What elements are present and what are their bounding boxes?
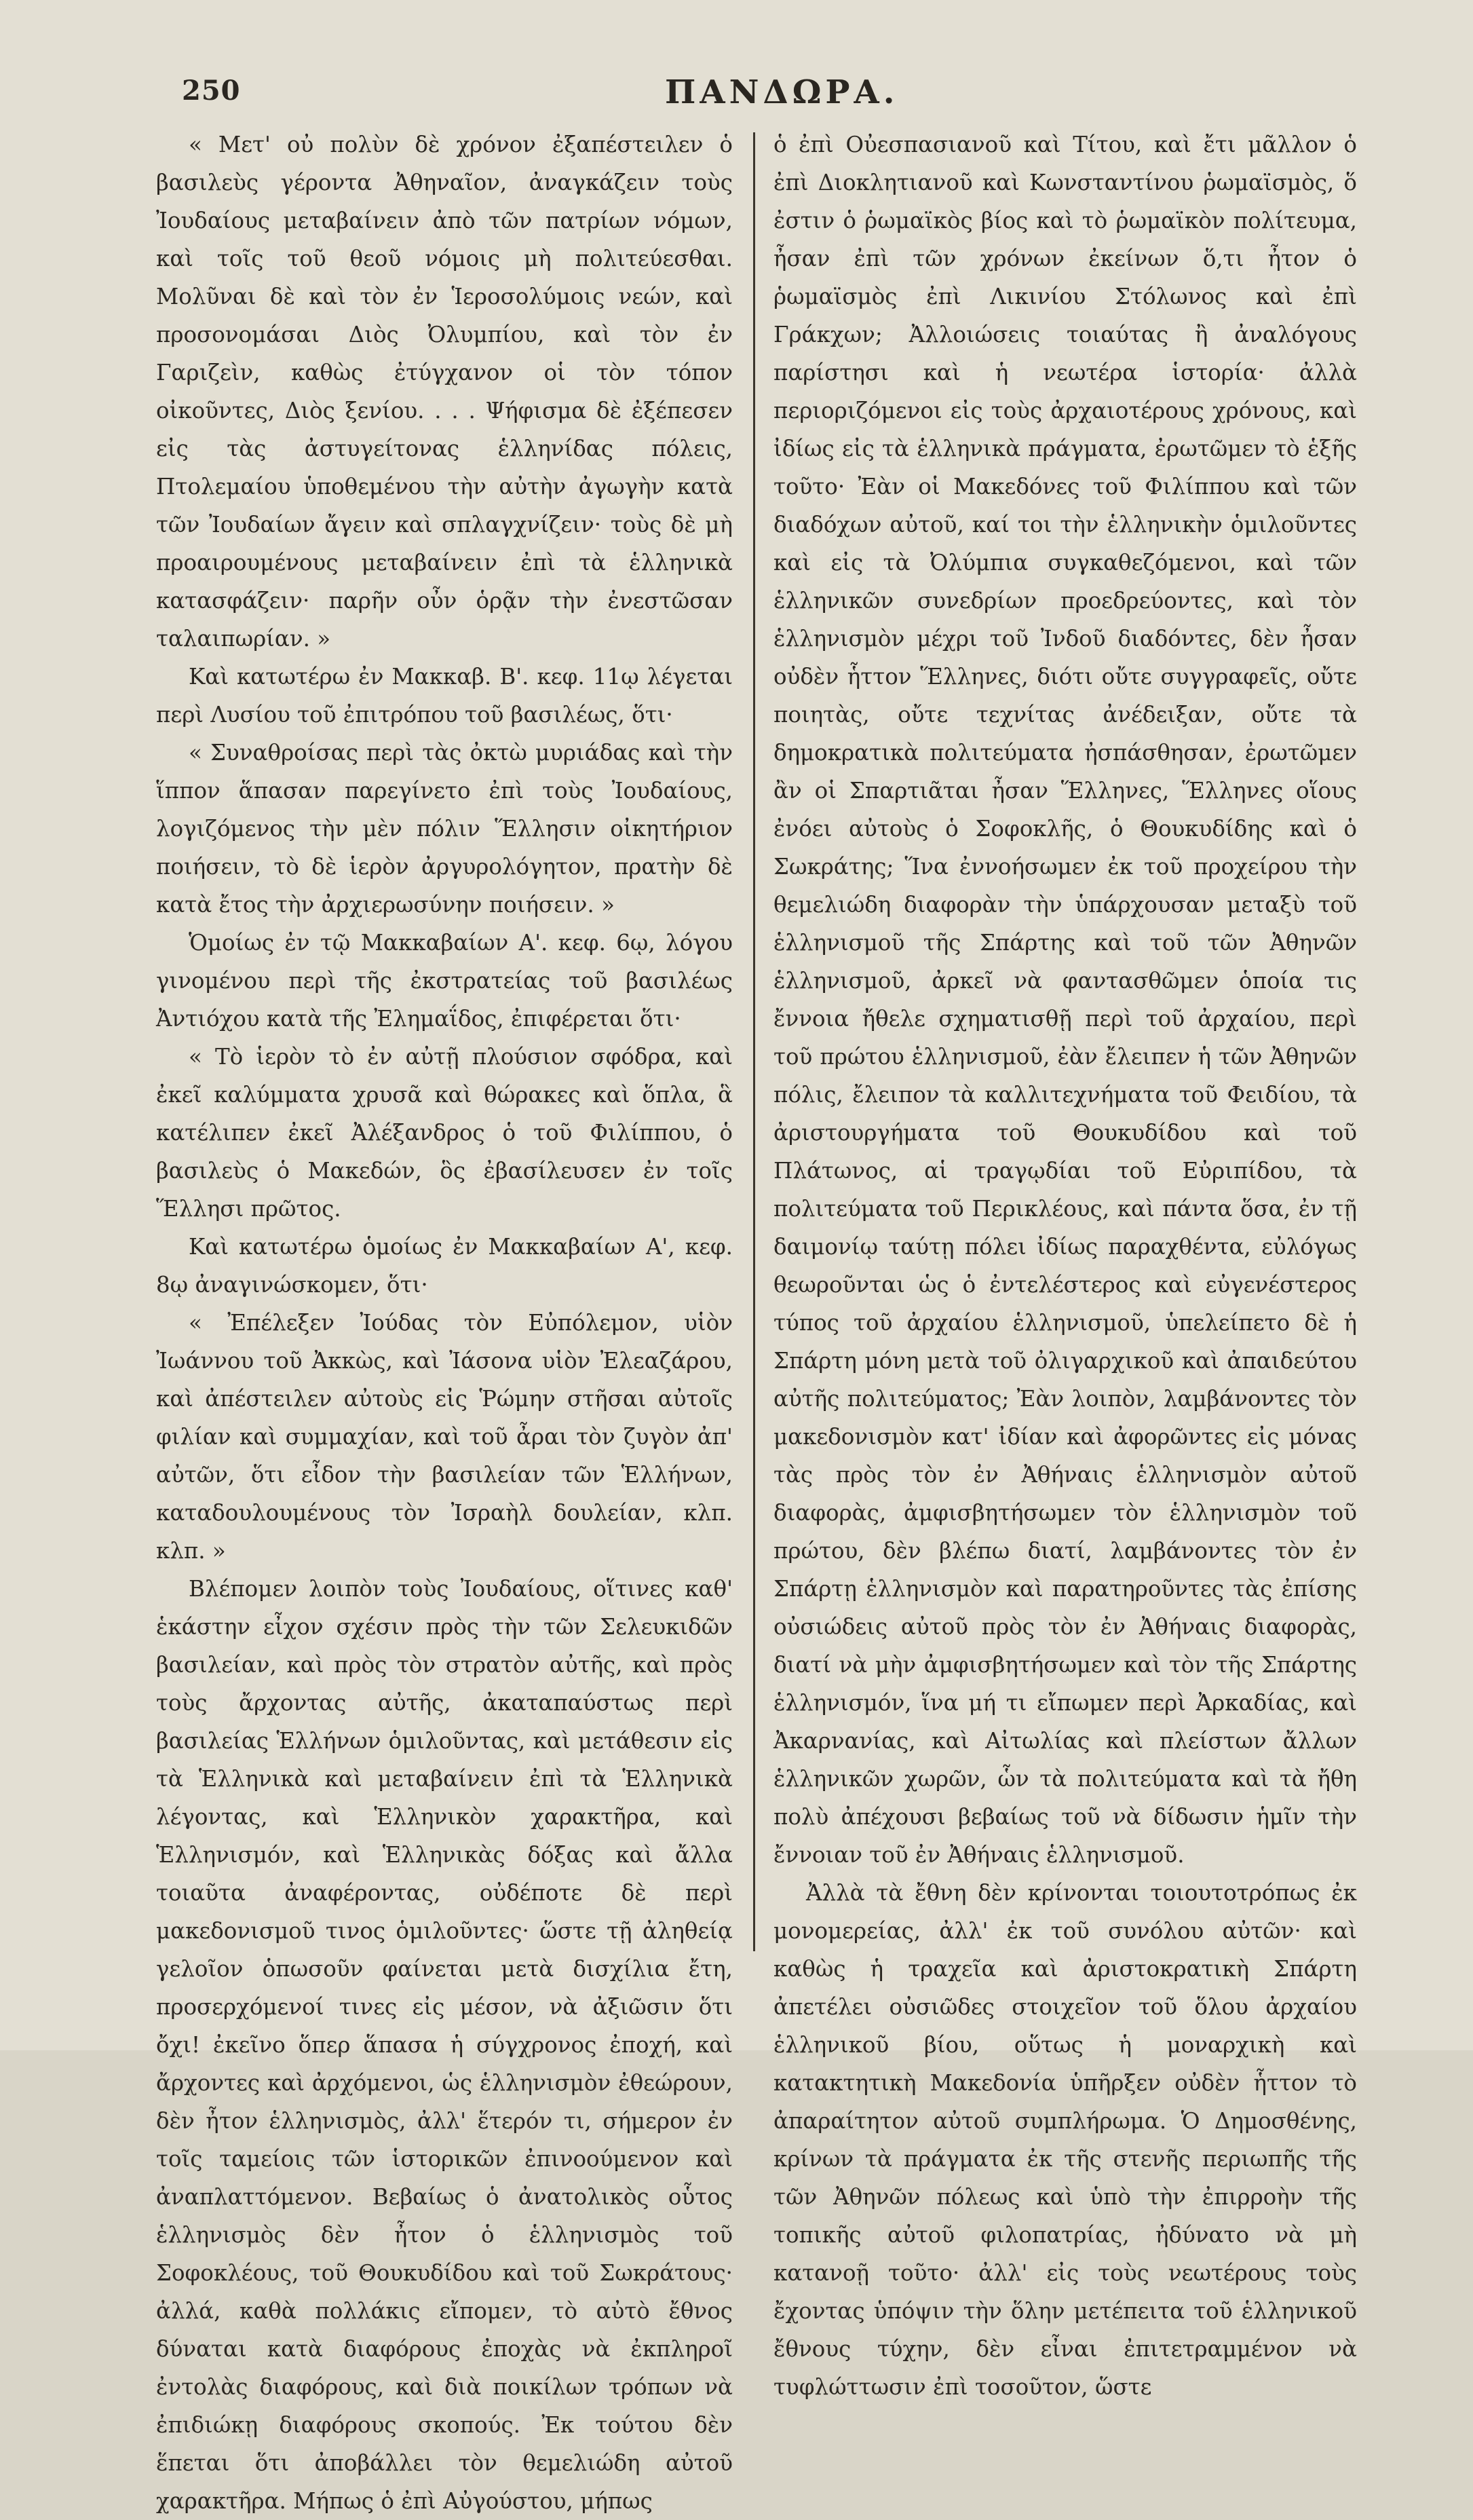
paragraph: Βλέπομεν λοιπὸν τοὺς Ἰουδαίους, οἵτινες καθ' ἑκάστην εἶχον σχέσιν πρὸς τὴν τῶν Σελευκιδῶν βασιλείαν, καὶ πρὸς τὸν στρατὸν αὐτῆς, καὶ πρὸς τοὺς ἄρχοντας αὐτῆς, ἀκαταπαύστως περὶ βασιλείας Ἑλλήνων ὁμιλοῦντας, καὶ μετάθεσιν εἰς τὰ Ἑλληνικὰ καὶ μεταβαίνειν ἐπὶ τὰ Ἑλληνικὰ λέγοντας, καὶ Ἑλληνικὸν χαρακτῆρα, καὶ Ἑλληνισμόν, καὶ Ἑλληνικὰς δόξας καὶ ἄλλα τοιαῦτα ἀναφέροντας, οὐδέποτε δὲ περὶ μακεδονισμοῦ τινος ὁμιλοῦντες· ὥστε τῇ ἀληθείᾳ γελοῖον ὁπωσοῦν φαίνεται μετὰ δισχίλια ἔτη, προσερχόμενοί τινες εἰς μέσον, νὰ ἀξιῶσιν ὅτι ὄχι! ἐκεῖνο ὅπερ ἅπασα ἡ σύγχρονος ἐποχή, καὶ ἄρχοντες καὶ ἀρχόμενοι, ὡς ἑλληνισμὸν ἐθεώρουν, δὲν ἦτον ἑλληνισμὸς, ἀλλ' ἕτερόν τι, σήμερον ἐν τοῖς ταμείοις τῶν ἱστορικῶν ἐπινοούμενον καὶ ἀναπλαττόμενον. Βεβαίως ὁ ἀνατολικὸς οὗτος ἑλληνισμὸς δὲν ἦτον ὁ ἑλληνισμὸς τοῦ Σοφοκλέους, τοῦ Θουκυδίδου καὶ τοῦ Σωκράτους· ἀλλά, καθὰ πολλάκις εἴπομεν, τὸ αὐτὸ ἔθνος δύναται κατὰ διαφόρους ἐποχὰς νὰ ἐκπληροῖ ἐντολὰς διαφόρους, καὶ διὰ ποικίλων τρόπων νὰ ἐπιδιώκῃ διαφόρους σκοπούς. Ἐκ τούτου δὲν ἕπεται ὅτι ἀποβάλλει τὸν θεμελιώδη αὐτοῦ χαρακτῆρα. Μήπως ὁ ἐπὶ Αὐγούστου, μήπως <box>156 1576 733 2514</box>
running-title: ΠΑΝΔΩΡΑ. <box>665 73 899 111</box>
paragraph: Καὶ κατωτέρω ὁμοίως ἐν Μακκαβαίων Α', κεφ. 8ῳ ἀναγινώσκομεν, ὅτι· <box>156 1234 733 1298</box>
paragraph: « Μετ' οὐ πολὺν δὲ χρόνον ἐξαπέστειλεν ὁ βασιλεὺς γέροντα Ἀθηναῖον, ἀναγκάζειν τοὺς Ἰουδαίους μεταβαίνειν ἀπὸ τῶν πατρίων νόμων, καὶ τοῖς τοῦ θεοῦ νόμοις μὴ πολιτεύεσθαι. Μολῦναι δὲ καὶ τὸν ἐν Ἱεροσολύμοις νεών, καὶ προσονομάσαι Διὸς Ὀλυμπίου, καὶ τὸν ἐν Γαριζεὶν, καθὼς ἐτύγχανον οἱ τὸν τόπον οἰκοῦντες, Διὸς ξενίου. . . . Ψήφισμα δὲ ἐξέπεσεν εἰς τὰς ἀστυγείτονας ἑλληνίδας πόλεις, Πτολεμαίου ὑποθεμένου τὴν αὐτὴν ἀγωγὴν κατὰ τῶν Ἰουδαίων ἄγειν καὶ σπλαγχνίζειν· τοὺς δὲ μὴ προαιρουμένους μεταβαίνειν ἐπὶ τὰ ἑλληνικὰ κατασφάζειν· παρῆν οὖν ὁρᾷν τὴν ἐνεστῶσαν ταλαιπωρίαν. » <box>156 132 733 652</box>
paragraph: « Ἐπέλεξεν Ἰούδας τὸν Εὐπόλεμον, υἱὸν Ἰωάννου τοῦ Ἀκκὼς, καὶ Ἰάσονα υἱὸν Ἐλεαζάρου, καὶ ἀπέστειλεν αὐτοὺς εἰς Ῥώμην στῆσαι αὐτοῖς φιλίαν καὶ συμμαχίαν, καὶ τοῦ ἆραι τὸν ζυγὸν ἀπ' αὐτῶν, ὅτι εἶδον τὴν βασιλείαν τῶν Ἑλλήνων, καταδουλουμένους τὸν Ἰσραὴλ δουλείαν, κλπ. κλπ. » <box>156 1310 733 1564</box>
paragraph: « Συναθροίσας περὶ τὰς ὀκτὼ μυριάδας καὶ τὴν ἵππον ἅπασαν παρεγίνετο ἐπὶ τοὺς Ἰουδαίους, λογιζόμενος τὴν μὲν πόλιν Ἕλλησιν οἰκητήριον ποιήσειν, τὸ δὲ ἱερὸν ἀργυρολόγητον, πρατὴν δὲ κατὰ ἔτος τὴν ἀρχιερωσύνην ποιήσειν. » <box>156 740 733 918</box>
column-divider <box>753 132 755 1951</box>
right-column <box>773 126 1357 2406</box>
left-column <box>156 126 733 2520</box>
paragraph: Ἀλλὰ τὰ ἔθνη δὲν κρίνονται τοιουτοτρόπως ἐκ μονομερείας, ἀλλ' ἐκ τοῦ συνόλου αὐτῶν· καὶ καθὼς ἡ τραχεῖα καὶ ἀριστοκρατικὴ Σπάρτη ἀπετέλει οὐσιῶδες στοιχεῖον τοῦ ὅλου ἀρχαίου ἑλληνικοῦ βίου, οὕτως ἡ μοναρχικὴ καὶ κατακτητικὴ Μακεδονία ὑπῆρξεν οὐδὲν ἧττον τὸ ἀπαραίτητον αὐτοῦ συμπλήρωμα. Ὁ Δημοσθένης, κρίνων τὰ πράγματα ἐκ τῆς στενῆς περιωπῆς τῆς τῶν Ἀθηνῶν πόλεως καὶ ὑπὸ τὴν ἐπιρροὴν τῆς τοπικῆς αὐτοῦ φιλοπατρίας, ἠδύνατο νὰ μὴ κατανοῇ τοῦτο· ἀλλ' εἰς τοὺς νεωτέρους τοὺς ἔχοντας ὑπόψιν τὴν ὅλην μετέπειτα τοῦ ἑλληνικοῦ ἔθνους τύχην, δὲν εἶναι ἐπιτετραμμένον νὰ τυφλώττωσιν ἐπὶ τοσοῦτον, ὥστε <box>773 1880 1357 2400</box>
paragraph: Ὁμοίως ἐν τῷ Μακκαβαίων Α'. κεφ. 6ῳ, λόγου γινομένου περὶ τῆς ἐκστρατείας τοῦ βασιλέως Ἀντιόχου κατὰ τῆς Ἐλημαΐδος, ἐπιφέρεται ὅτι· <box>156 930 733 1032</box>
paragraph: ὁ ἐπὶ Οὐεσπασιανοῦ καὶ Τίτου, καὶ ἔτι μᾶλλον ὁ ἐπὶ Διοκλητιανοῦ καὶ Κωνσταντίνου ῥωμαϊσμὸς, ὅ ἐστιν ὁ ῥωμαϊκὸς βίος καὶ τὸ ῥωμαϊκὸν πολίτευμα, ἦσαν ἐπὶ τῶν χρόνων ἐκείνων ὅ,τι ἦτον ὁ ῥωμαϊσμὸς ἐπὶ Λικινίου Στόλωνος καὶ ἐπὶ Γράκχων; Ἀλλοιώσεις τοιαύτας ἢ ἀναλόγους παρίστησι καὶ ἡ νεωτέρα ἱστορία· ἀλλὰ περιοριζόμενοι εἰς τοὺς ἀρχαιοτέρους χρόνους, καὶ ἰδίως εἰς τὰ ἑλληνικὰ πράγματα, ἐρωτῶμεν τὸ ἑξῆς τοῦτο· Ἐὰν οἱ Μακεδόνες τοῦ Φιλίππου καὶ τῶν διαδόχων αὐτοῦ, καί τοι τὴν ἑλληνικὴν ὁμιλοῦντες καὶ εἰς τὰ Ὀλύμπια συγκαθεζόμενοι, καὶ τῶν ἑλληνικῶν συνεδρίων προεδρεύοντες, καὶ τὸν ἑλληνισμὸν μέχρι τοῦ Ἰνδοῦ διαδόντες, δὲν ἦσαν οὐδὲν ἧττον Ἕλληνες, διότι οὔτε συγγραφεῖς, οὔτε ποιητὰς, οὔτε τεχνίτας ἀνέδειξαν, οὔτε τὰ δημοκρατικὰ πολιτεύματα ἠσπάσθησαν, ἐρωτῶμεν ἂν οἱ Σπαρτιᾶται ἦσαν Ἕλληνες, Ἕλληνες οἵους ἐνόει αὐτοὺς ὁ Σοφοκλῆς, ὁ Θουκυδίδης καὶ ὁ Σωκράτης; Ἵνα ἐννοήσωμεν ἐκ τοῦ προχείρου τὴν θεμελιώδη διαφορὰν τὴν ὑπάρχουσαν μεταξὺ τοῦ ἑλληνισμοῦ τῆς Σπάρτης καὶ τοῦ τῶν Ἀθηνῶν ἑλληνισμοῦ, ἀρκεῖ νὰ φαντασθῶμεν ὁποία τις ἔννοια ἤθελε σχηματισθῇ περὶ τοῦ ἀρχαίου, περὶ τοῦ πρώτου ἑλληνισμοῦ, ἐὰν ἔλειπεν ἡ τῶν Ἀθηνῶν πόλις, ἔλειπον τὰ καλλιτεχνήματα τοῦ Φειδίου, τὰ ἀριστουργήματα τοῦ Θουκυδίδου καὶ τοῦ Πλάτωνος, αἱ τραγῳδίαι τοῦ Εὐριπίδου, τὰ πολιτεύματα τοῦ Περικλέους, καὶ πάντα ὅσα, ἐν τῇ δαιμονίῳ ταύτῃ πόλει ἰδίως παραχθέντα, εὐλόγως θεωροῦνται ὡς ὁ ἐντελέστερος καὶ εὐγενέστερος τύπος τοῦ ἀρχαίου ἑλληνισμοῦ, ὑπελείπετο δὲ ἡ Σπάρτη μόνη μετὰ τοῦ ὀλιγαρχικοῦ καὶ ἀπαιδεύτου αὐτῆς πολιτεύματος; Ἐὰν λοιπὸν, λαμβάνοντες τὸν μακεδονισμὸν κατ' ἰδίαν καὶ ἀφορῶντες εἰς μόνας τὰς πρὸς τὸν ἐν Ἀθήναις ἑλληνισμὸν αὐτοῦ διαφορὰς, ἀμφισβητήσωμεν τὸν ἑλληνισμὸν τοῦ πρώτου, δὲν βλέπω διατί, λαμβάνοντες τὸν ἐν Σπάρτῃ ἑλληνισμὸν καὶ παρατηροῦντες τὰς ἐπίσης οὐσιώδεις αὐτοῦ πρὸς τὸν ἐν Ἀθήναις διαφορὰς, διατί νὰ μὴν ἀμφισβητήσωμεν καὶ τὸν τῆς Σπάρτης ἑλληνισμόν, ἵνα μή τι εἴπωμεν περὶ Ἀρκαδίας, καὶ Ἀκαρνανίας, καὶ Αἰτωλίας καὶ πλείστων ἄλλων ἑλληνικῶν χωρῶν, ὧν τὰ πολιτεύματα καὶ τὰ ἤθη πολὺ ἀπέχουσι βεβαίως τοῦ νὰ δίδωσιν ἡμῖν τὴν ἔννοιαν τοῦ ἐν Ἀθήναις ἑλληνισμοῦ. <box>773 132 1357 1868</box>
paragraph: « Τὸ ἱερὸν τὸ ἐν αὐτῇ πλούσιον σφόδρα, καὶ ἐκεῖ καλύμματα χρυσᾶ καὶ θώρακες καὶ ὅπλα, ἃ κατέλιπεν ἐκεῖ Ἀλέξανδρος ὁ τοῦ Φιλίππου, ὁ βασιλεὺς ὁ Μακεδών, ὃς ἐβασίλευσεν ἐν τοῖς Ἕλλησι πρῶτος. <box>156 1044 733 1222</box>
page-number: 250 <box>182 75 241 107</box>
paragraph: Καὶ κατωτέρω ἐν Μακκαβ. Β'. κεφ. 11ῳ λέγεται περὶ Λυσίου τοῦ ἐπιτρόπου τοῦ βασιλέως, ὅτι· <box>156 664 733 728</box>
